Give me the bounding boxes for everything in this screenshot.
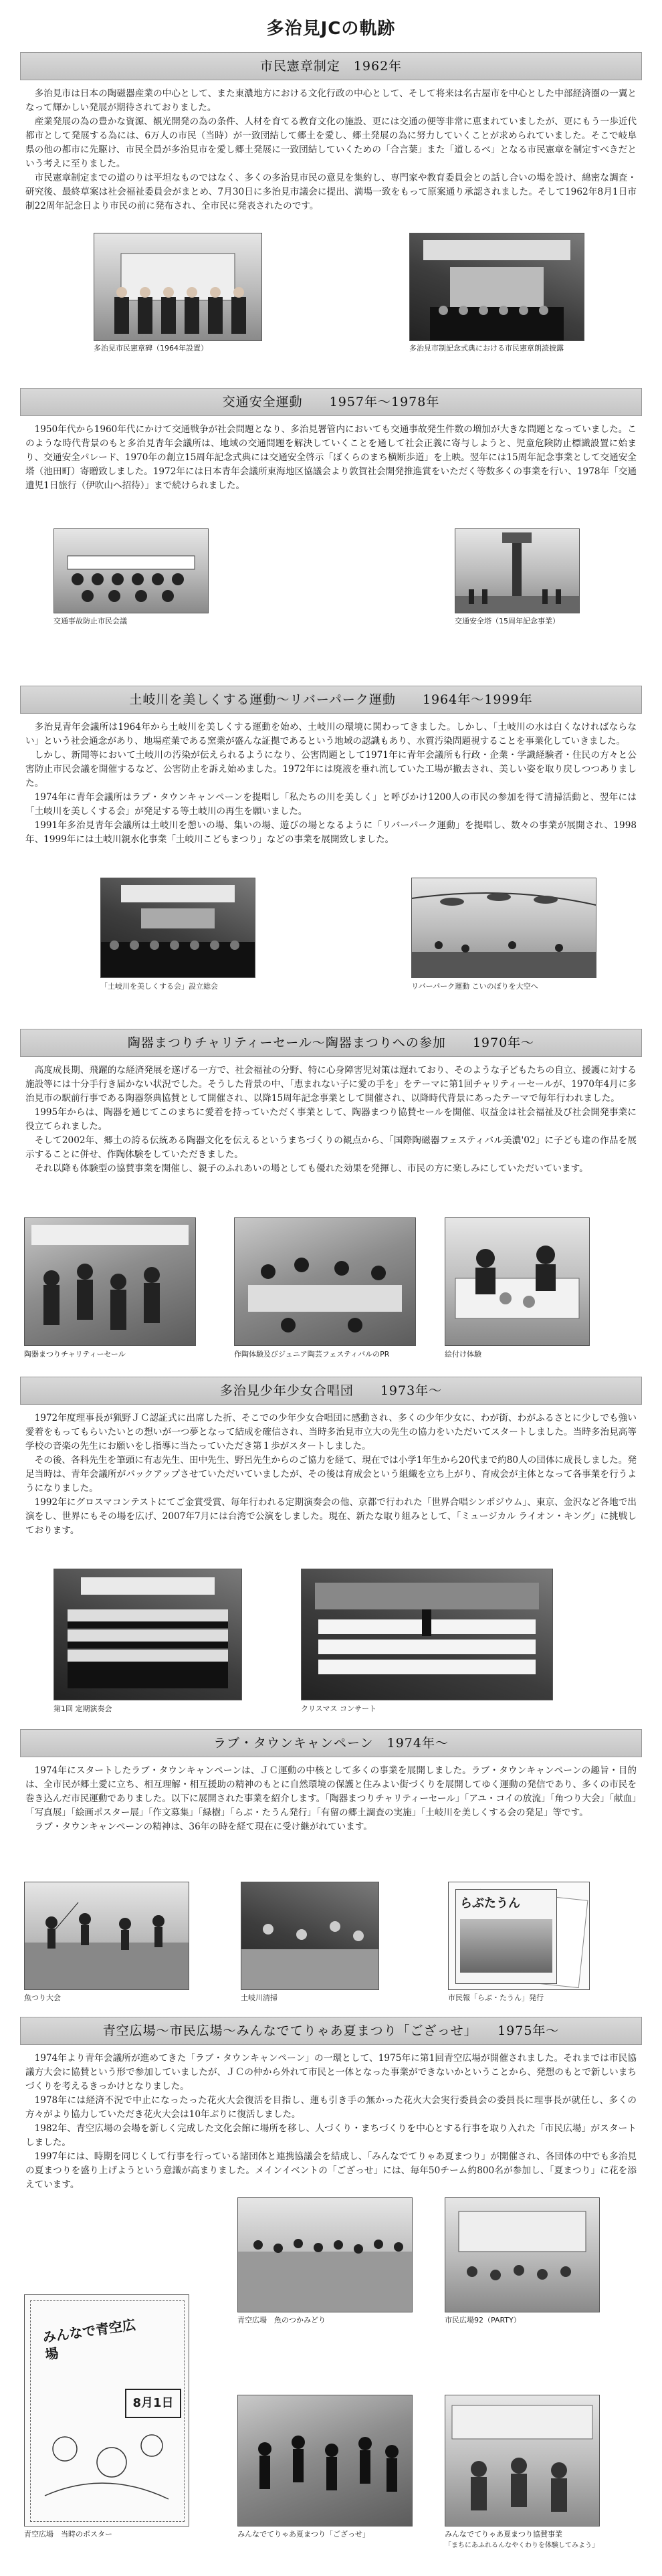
photo-river-assembly bbox=[100, 878, 255, 978]
photo-caption: 交通事故防止市民会議 bbox=[53, 617, 127, 625]
photo-gozasse-dance bbox=[237, 2395, 413, 2527]
paragraph: 1991年多治見青年会議所は土岐川を憩いの場、集いの場、遊びの場となるように「リバーパーク運動」を提唱し、数々の事業が展開され、1998年、1999年には土岐川親水化事業「土岐川こどもまつり」などの事業を展開致しました。 bbox=[25, 820, 637, 845]
photo-caption: みんなでてりゃあ夏まつり協賛事業 bbox=[445, 2530, 562, 2539]
photo-shimin-hiroba-party bbox=[445, 2197, 600, 2312]
photo-pottery-workshop bbox=[234, 1217, 416, 1346]
photo-first-concert bbox=[53, 1569, 242, 1700]
photo-caption: 「土岐川を美しくする会」設立総会 bbox=[100, 982, 218, 991]
photo-river-carp-streamers bbox=[411, 878, 596, 978]
photo-caption: 陶器まつりチャリティーセール bbox=[24, 1350, 126, 1359]
paragraph: 1950年代から1960年代にかけて交通戦争が社会問題となり、多治見署管内においても交通事故発生件数の増加が大きな問題となっていました。このような時代背景のもと多治見青年会議所は、地域の交通問題を解決していくことを通して社会正義に寄与しようと、児童危険防止標識設置に始まり、交通安全パレード、1970年の創立15周年記念式典には交通安全啓示「ぼくらのまち横断歩道」を上映。翌年には15周年記念事業として交通安全塔（池田町）寄贈致しました。1972年には日本青年会議所東海地区協議会より敦賀社会開発推進賞をいただく等数多くの事業を行い、1978年「交通遺児1日旅行（伊吹山へ招待）」まで続けられました。 bbox=[25, 424, 637, 491]
section-heading: 交通安全運動 1957年～1978年 bbox=[20, 388, 642, 416]
paragraph: ラブ・タウンキャンペーンの精神は、36年の時を経て現在に受け継がれています。 bbox=[34, 1821, 372, 1832]
paragraph: 市民憲章制定までの道のりは平坦なものではなく、多くの多治見市民の意見を集約し、専門家や教育委員会との話し合いの場を設け、綿密な調査・研究後、最終草案は社会福祉委員会がまとめ、7月30日に多治見市議会に提出、満場一致をもって原案通り承認されました。そして1962年8月1日市制22周年記念日より市民の前に発布され、全市民に発表されたのです。 bbox=[25, 173, 637, 211]
section-traffic-safety bbox=[20, 388, 642, 493]
section-heading: 青空広場～市民広場～みんなでてりゃあ夏まつり「ござっせ」 1975年～ bbox=[20, 2017, 642, 2045]
photo-caption: みんなでてりゃあ夏まつり「ござっせ」 bbox=[237, 2530, 370, 2539]
photo-aozora-fish-catching bbox=[237, 2197, 413, 2312]
photo-painting-experience bbox=[445, 1217, 590, 1346]
section-body bbox=[20, 80, 642, 213]
paragraph: 高度成長期、飛躍的な経済発展を遂げる一方で、社会福祉の分野、特に心身障害児対策は遅れており、そのような子どもたちの自立、援護に対する施設等には十分手行き届かない状況でした。そうした背景の中、「恵まれない子に愛の手を」をテーマに第1回チャリティーセールが、1970年4月に多治見市の駅前行事である陶器祭典協賛として開催され、以降15周年記念事業として開催され、以降時代背景にあったテーマで毎年行われました。 bbox=[25, 1065, 637, 1104]
photo-love-town-newsletter bbox=[448, 1882, 590, 1990]
photo-caption: 魚つり大会 bbox=[24, 1993, 61, 2002]
photo-caption: 土岐川清掃 bbox=[241, 1993, 278, 2002]
photo-caption: 絵付け体験 bbox=[445, 1350, 481, 1359]
photo-charity-sale bbox=[24, 1217, 196, 1346]
photo-caption: 青空広場 魚のつかみどり bbox=[237, 2316, 326, 2324]
section-heading: 市民憲章制定 1962年 bbox=[20, 52, 642, 80]
section-body bbox=[20, 1057, 642, 1176]
newsletter-title: らぶたうん bbox=[460, 1896, 520, 1910]
section-citizens-charter bbox=[20, 52, 642, 213]
photo-caption: クリスマス コンサート bbox=[301, 1704, 377, 1713]
photo-fishing-contest bbox=[24, 1882, 189, 1990]
page-title: 多治見JCの軌跡 bbox=[266, 19, 396, 39]
photo-caption: リバーパーク運動 こいのぼりを大空へ bbox=[411, 982, 538, 991]
paragraph: 1972年度理事長が猟野ＪＣ認証式に出席した折、そこでの少年少女合唱団に感動され、多くの少年少女に、わが街、わがふるさとに少しでも強い愛着をもってもらいたいとの想いが一つ夢となって結成を確信され、当時多治見市立大の先生の協力をいただいてスタートしました。当時多治見高等学校の音楽の先生にお願いをし指導に当たっていただき第１歩がスタートしました。 bbox=[25, 1413, 637, 1452]
paragraph: 産業発展の為の豊かな資源、観光開発の為の条件、人材を育てる教育文化の施設、更には交通の便等非常に恵まれていましたが、更にもう一歩近代都市として発展する為には、6万人の市民（当時）が一致団結して郷土を愛し、郷土発展の為に努力していくことが求められていました。そこで岐阜県の他の都市に先駆け、市民全員が多治見市を愛し郷土発展に一致団結していくための「合言葉」また「道しるべ」となる市民憲章を制定すべきだという考えに至りました。 bbox=[25, 116, 637, 169]
section-body bbox=[20, 1405, 642, 1538]
photo-christmas-concert bbox=[301, 1569, 553, 1700]
section-summer-festival bbox=[20, 2017, 642, 2192]
photo-caption: 多治見市民憲章碑（1964年設置） bbox=[94, 344, 208, 353]
photo-charter-monument bbox=[94, 233, 262, 341]
photo-charter-ceremony bbox=[409, 233, 584, 341]
paragraph: 1982年、青空広場の会場を新しく完成した文化会館に場所を移し、人づくり・まちづくりを中心とする行事を取り入れた「市民広場」がスタートしました。 bbox=[25, 2123, 637, 2148]
photo-traffic-meeting bbox=[53, 528, 209, 613]
paragraph: 1974年にスタートしたラブ・タウンキャンペーンは、ＪＣ運動の中核として多くの事業を展開しました。ラブ・タウンキャンペーンの趣旨・目的は、全市民が郷土愛に立ち、相互理解・相互援助の精神のもとに自然環境の保護と住みよい街づくりを展開してゆく運動の発信であり、多くの市民を巻き込んだ市民運動でありました。以下に展開された事業を紹介します。「陶器まつりチャリティーセール」「アユ・コイの放流」「角つり大会」「献血」「写真展」「絵画ポスター展」「作文募集」「緑樹」「らぶ・たうん発行」「有留の郷土調査の実施」「土岐川を美しくする会の発足」等です。 bbox=[25, 1765, 637, 1818]
paragraph: 1974年に青年会議所はラブ・タウンキャンペーンを提唱し「私たちの川を美しく」と呼びかけ1200人の市民の参加を得て清掃活動と、翌年には「土岐川を美しくする会」が発足する等土岐川の再生を願いました。 bbox=[25, 792, 637, 817]
section-river-park bbox=[20, 686, 642, 847]
photo-subcaption: 「まちにあふれるんなやくわりを体験してみよう」 bbox=[445, 2542, 598, 2549]
section-heading: ラブ・タウンキャンペーン 1974年～ bbox=[20, 1729, 642, 1757]
section-youth-choir bbox=[20, 1377, 642, 1538]
poster-date: 8月1日 bbox=[125, 2389, 181, 2418]
section-body bbox=[20, 2045, 642, 2192]
paragraph: 1978年には経済不況で中止になったった花火大会復活を目指し、蓮も引き手の無かった花火大会実行委員会の委員長に理事長が就任し、多くの方々がより協力していただき花火大会は10年ぶりに復活しました。 bbox=[25, 2095, 637, 2120]
photo-caption: 交通安全塔（15周年記念事業） bbox=[455, 617, 560, 625]
paragraph: 1997年には、時期を同じくして行事を行っている諸団体と連携協議会を結成し、「みんなでてりゃあ夏まつり」が開催され、各団体の中でも多治見の夏まつりを盛り上げようという意識が高まりました。メインイベントの「ござっせ」には、毎年50チーム約800名が参加し、「夏まつり」に花を添えています。 bbox=[25, 2151, 637, 2190]
photo-caption: 第1回 定期演奏会 bbox=[53, 1704, 112, 1713]
section-body bbox=[20, 416, 642, 493]
photo-river-cleanup bbox=[241, 1882, 379, 1990]
section-body bbox=[20, 1757, 642, 1834]
paragraph: 多治見市は日本の陶磁器産業の中心として、また東濃地方における文化行政の中心として、そして将来は名古屋市を中心とした中部経済圏の一翼となって輝かしい発展が期待されておりました。 bbox=[25, 88, 637, 113]
photo-caption: 多治見市制記念式典における市民憲章朗読披露 bbox=[409, 344, 564, 353]
section-love-town bbox=[20, 1729, 642, 1834]
paragraph: そして2002年、郷土の誇る伝統ある陶器文化を伝えるというまちづくりの観点から、「国際陶磁器フェスティバル美濃'02」に子ども達の作品を展示することに併せ、作陶体験をしていただきました。 bbox=[25, 1135, 637, 1160]
photo-caption: 青空広場 当時のポスター bbox=[24, 2530, 112, 2539]
photo-summer-festival-event bbox=[445, 2395, 600, 2527]
photo-caption: 市民広場92（PARTY） bbox=[445, 2316, 521, 2324]
section-heading: 土岐川を美しくする運動～リバーパーク運動 1964年～1999年 bbox=[20, 686, 642, 714]
paragraph: 1992年にグロスマコンテストにてご金賞受賞、毎年行われる定期演奏会の他、京都で行われた「世界合唱シンポジウム」、東京、金沢など各地で出演をし、世界にもその場を広げ、2007年7月には台湾で公演をしました。現在、新たな取り組みとして、「ミュージカル ライオン・キング」に挑戦しております。 bbox=[25, 1497, 637, 1536]
section-pottery-festival bbox=[20, 1029, 642, 1176]
paragraph: それ以降も体験型の協賛事業を開催し、親子のふれあいの場としても優れた効果を発揮し、市民の方に楽しみにしていただいています。 bbox=[34, 1163, 588, 1174]
paragraph: その後、各科先生を筆頭に有志先生、田中先生、野呂先生からのご協力を経て、現在では小学1年生から20代まで約80人の団体に成長しました。発足当時は、青年会議所がバックアップさせていただいていましたが、その後は育成会という組織を立ち上がり、育成会が主体となって各事業を行うようになりました。 bbox=[25, 1455, 637, 1494]
paragraph: しかし、新聞等において土岐川の汚染が伝えられるようになり、公害問題として1971年に青年会議所も行政・企業・学識経験者・住民の方々と公害防止市民会議を開催するなど、公害防止を訴え始めました。1972年には廃液を垂れ流していた工場が撤去され、美しい姿を取り戻しつつありました。 bbox=[25, 750, 637, 789]
photo-traffic-tower bbox=[455, 528, 580, 613]
photo-caption: 作陶体験及びジュニア陶芸フェスティバルのPR bbox=[234, 1350, 390, 1359]
photo-aozora-poster bbox=[24, 2294, 189, 2527]
paragraph: 多治見青年会議所は1964年から土岐川を美しくする運動を始め、土岐川の環境に関わってきました。しかし、「土岐川の水は白くなければならない」という社会通念があり、地場産業である窯業が盛んな証拠であるという地域の認識もあり、水質汚染問題視することを事業化していきました。 bbox=[25, 722, 637, 747]
poster-headline: みんなで青空広場 bbox=[41, 2316, 137, 2363]
paragraph: 1995年からは、陶器を通じてこのまちに愛着を持っていただく事業として、陶器まつり協賛セールを開催、収益金は社会福祉及び社会開発事業に役立てられました。 bbox=[25, 1107, 637, 1132]
section-heading: 多治見少年少女合唱団 1973年～ bbox=[20, 1377, 642, 1405]
section-heading: 陶器まつりチャリティーセール～陶器まつりへの参加 1970年～ bbox=[20, 1029, 642, 1057]
section-body bbox=[20, 714, 642, 847]
paragraph: 1974年より青年会議所が進めてきた「ラブ・タウンキャンペーン」の一環として、1975年に第1回青空広場が開催されました。それまでは市民協議方大会に協賛という形で参加していましたが、ＪＣの仲から外れて市民と一体となった事業ができないかということから、発想のもとで新しいまちづくりを考えるきっかけとなりました。 bbox=[25, 2053, 637, 2092]
photo-caption: 市民報「らぶ・たうん」発行 bbox=[448, 1993, 544, 2002]
